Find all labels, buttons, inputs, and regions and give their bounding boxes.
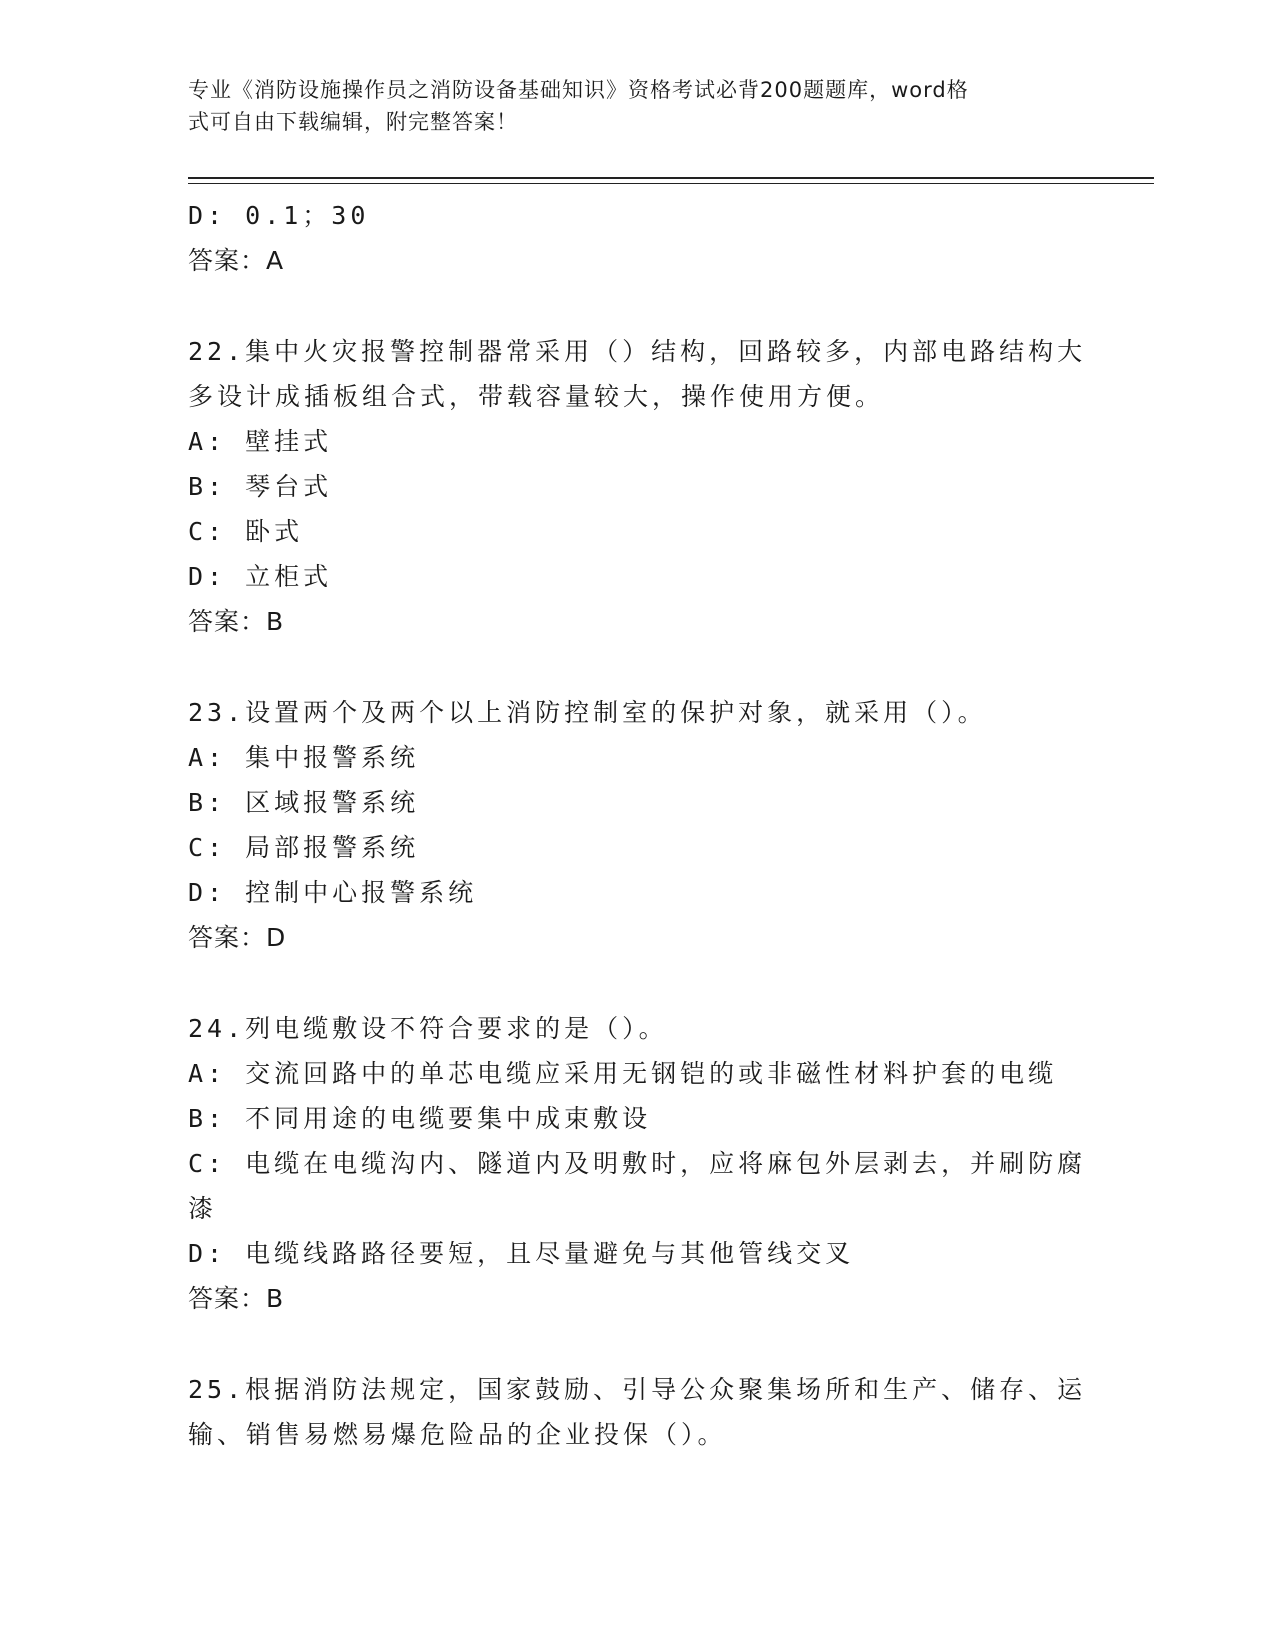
answer-line: 答案：B [188,1284,285,1313]
option-c: C: 电缆在电缆沟内、隧道内及明敷时，应将麻包外层剥去，并刷防腐 [188,1149,1087,1178]
option-b: B: 琴台式 [188,472,333,501]
previous-question-tail [188,193,1088,283]
answer-line: 答案：D [188,923,287,952]
question-stem: 22.集中火灾报警控制器常采用（）结构，回路较多，内部电路结构大 [188,337,1087,366]
question-stem-cont: 多设计成插板组合式，带载容量较大，操作使用方便。 [188,382,885,411]
question-23 [188,690,1088,960]
question-stem: 23.设置两个及两个以上消防控制室的保护对象，就采用（）。 [188,698,987,727]
question-stem: 25.根据消防法规定，国家鼓励、引导公众聚集场所和生产、储存、运 [188,1375,1087,1404]
question-24 [188,1006,1088,1321]
option-c-cont: 漆 [188,1194,218,1223]
header-rule-thin [188,183,1154,184]
question-stem-cont: 输、销售易燃易爆危险品的企业投保（）。 [188,1420,727,1449]
option-a: A: 集中报警系统 [188,743,420,772]
document-header [188,74,1068,138]
question-22 [188,329,1088,644]
header-line-2: 式可自由下载编辑，附完整答案！ [188,110,518,134]
question-stem: 24.列电缆敷设不符合要求的是（）。 [188,1014,668,1043]
header-line-1: 专业《消防设施操作员之消防设备基础知识》资格考试必背200题题库，word格 [188,78,969,102]
option-d: D: 控制中心报警系统 [188,878,478,907]
option-c: C: 卧式 [188,517,304,546]
option-d: D: 0.1；30 [188,201,370,230]
option-a: A: 壁挂式 [188,427,333,456]
option-a: A: 交流回路中的单芯电缆应采用无钢铠的或非磁性材料护套的电缆 [188,1059,1058,1088]
option-c: C: 局部报警系统 [188,833,420,862]
option-d: D: 立柜式 [188,562,333,591]
answer-line: 答案：A [188,246,285,275]
option-b: B: 不同用途的电缆要集中成束敷设 [188,1104,652,1133]
option-d: D: 电缆线路路径要短，且尽量避免与其他管线交叉 [188,1239,855,1268]
option-b: B: 区域报警系统 [188,788,420,817]
question-25 [188,1367,1088,1457]
header-rule-thick [188,177,1154,179]
answer-line: 答案：B [188,607,285,636]
question-content [188,193,1088,1457]
